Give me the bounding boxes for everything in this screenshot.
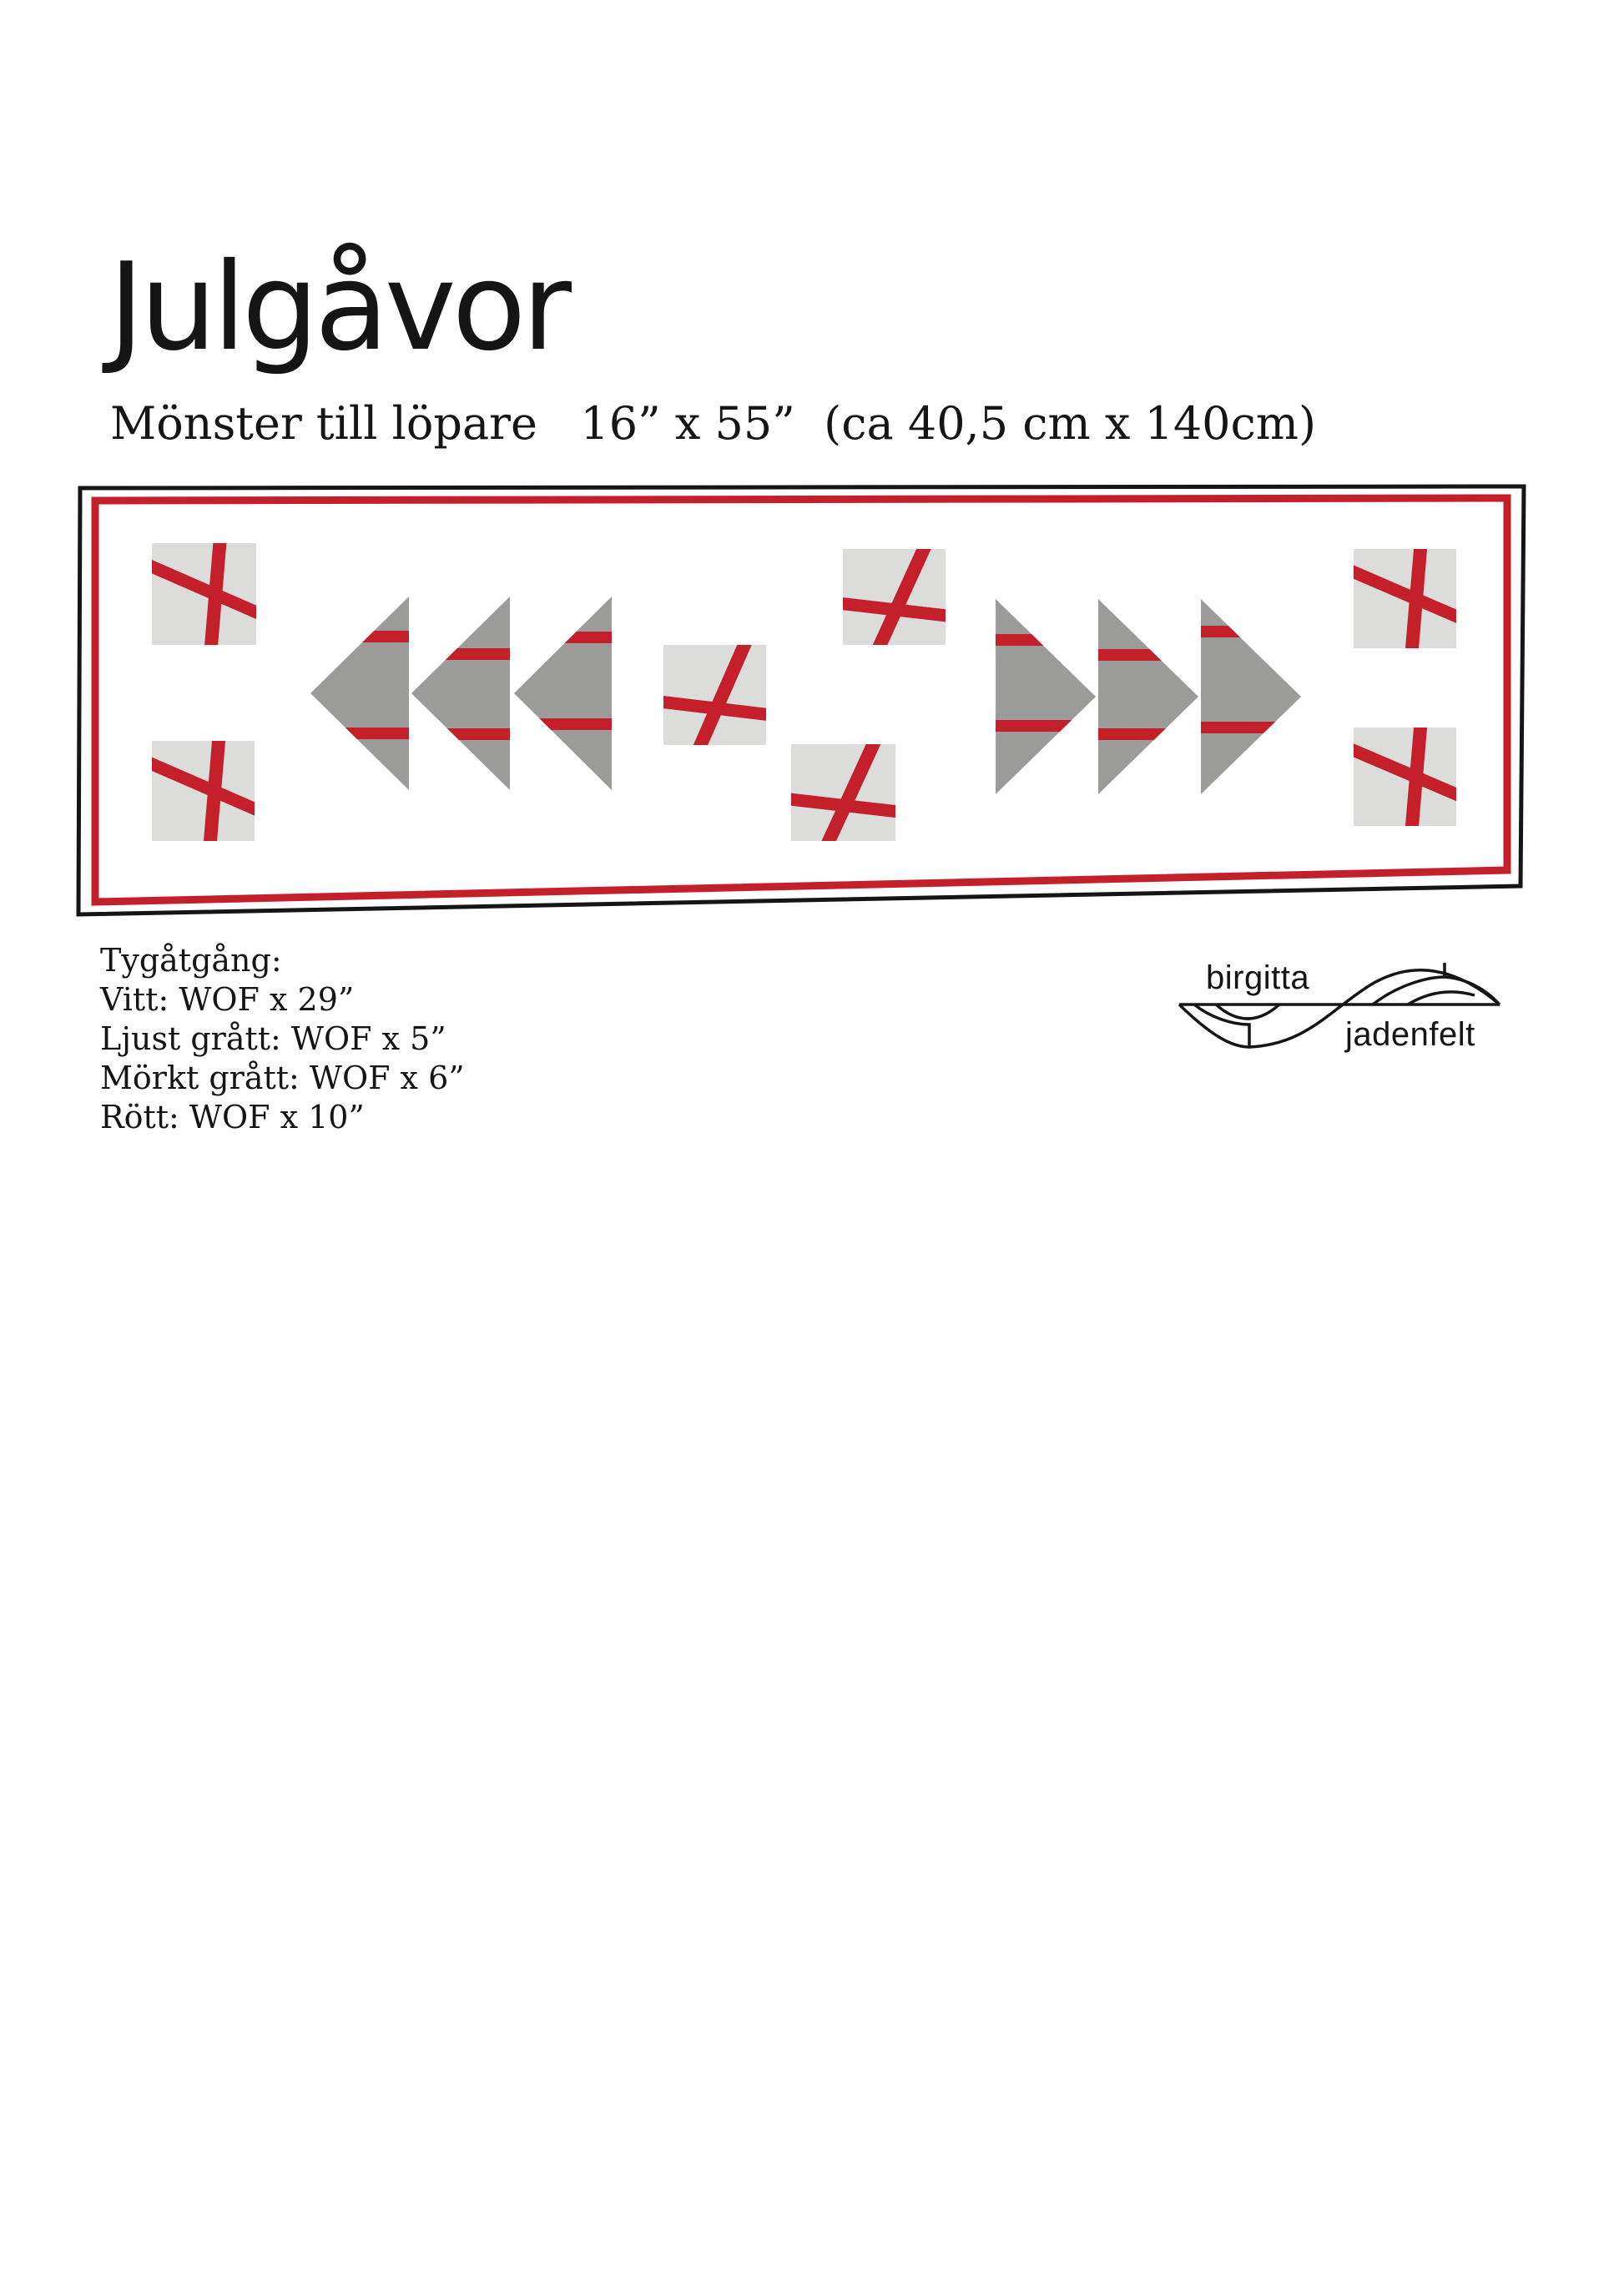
cross-block-middle-center — [658, 640, 771, 750]
fabric-item-red: Rött: WOF x 10” — [100, 1099, 365, 1135]
runner-diagram-svg — [0, 0, 1624, 1001]
fabric-item-dark-gray: Mörkt grått: WOF x 6” — [100, 1060, 465, 1096]
logo-last-name: jadenfelt — [1345, 1016, 1475, 1053]
block-background — [843, 549, 946, 645]
logo-left-inner-arc — [1216, 1004, 1279, 1019]
logo-first-name: birgitta — [1206, 959, 1310, 996]
fabric-requirements — [100, 941, 465, 1137]
fabric-item-white: Vitt: WOF x 29” — [100, 981, 355, 1018]
runner-diagram — [0, 0, 1624, 1001]
logo-wave-icon — [1164, 947, 1515, 1072]
page-title: Julgåvor — [108, 237, 567, 378]
runner-outer-frame — [78, 486, 1524, 914]
fabric-requirements-heading: Tygåtgång: — [100, 942, 282, 979]
cross-block-top-left — [147, 538, 261, 650]
page-subtitle: Mönster till löpare 16” x 55” (ca 40,5 cm x 140cm) — [110, 397, 1317, 450]
fabric-item-light-gray: Ljust grått: WOF x 5” — [100, 1020, 446, 1057]
cross-block-bottom-right — [1349, 723, 1461, 831]
logo-left-fin — [1179, 1004, 1249, 1047]
logo-right-inner-arc — [1408, 992, 1475, 1004]
cross-block-bottom-left — [147, 736, 260, 846]
cross-block-middle-bottom — [786, 739, 900, 846]
cross-block-middle-top — [838, 544, 951, 650]
block-background — [663, 645, 766, 745]
logo-right-fin — [1373, 963, 1498, 1004]
block-background — [791, 744, 895, 841]
cross-block-top-right — [1349, 544, 1461, 653]
